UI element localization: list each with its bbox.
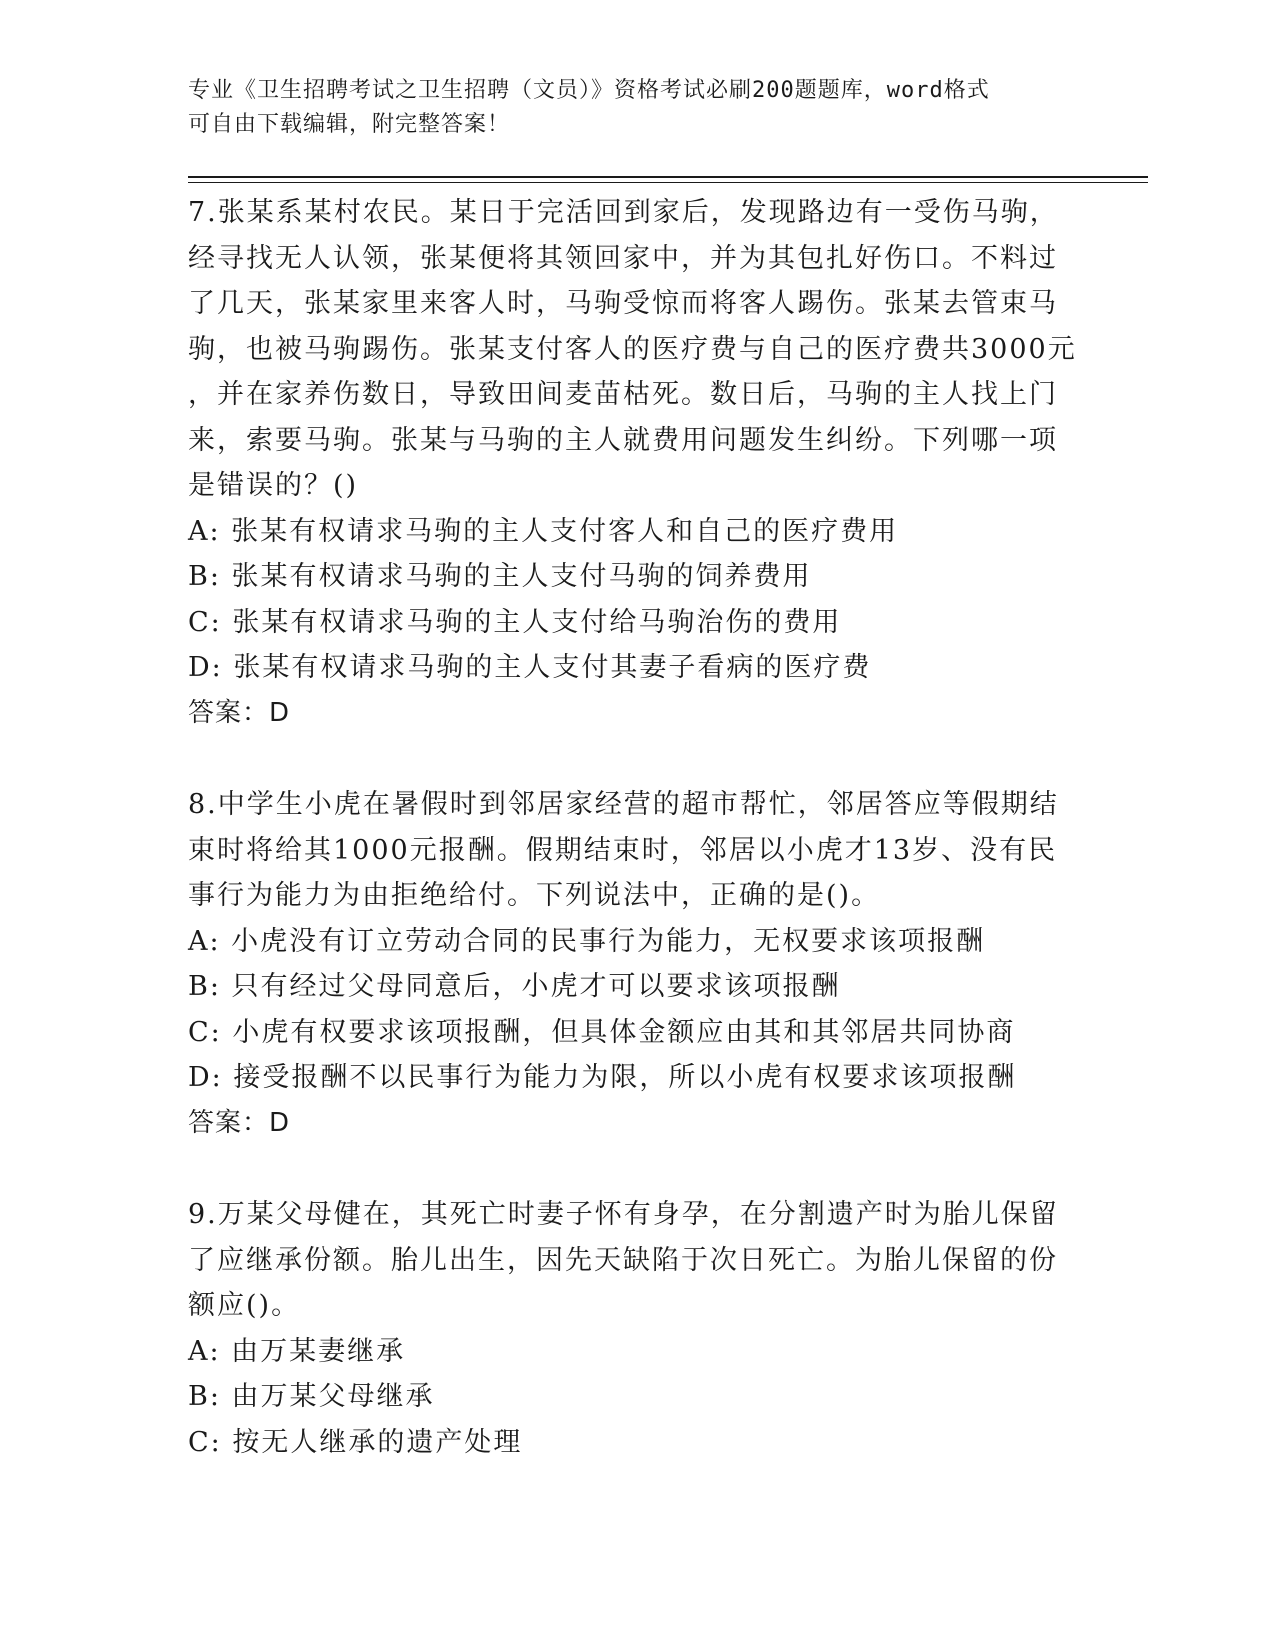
option-d: D: 张某有权请求马驹的主人支付其妻子看病的医疗费 <box>188 652 872 683</box>
option-c: C: 小虎有权要求该项报酬，但具体金额应由其和其邻居共同协商 <box>188 1016 1016 1048</box>
question-stem-line: 额应()。 <box>188 1290 301 1321</box>
question-stem-line: 来，索要马驹。张某与马驹的主人就费用问题发生纠纷。下列哪一项 <box>188 424 1058 456</box>
option-c: C: 张某有权请求马驹的主人支付给马驹治伤的费用 <box>188 606 842 638</box>
question-stem-line: 是错误的？() <box>188 470 359 501</box>
header-line-1: 专业《卫生招聘考试之卫生招聘（文员）》资格考试必刷200题题库，word格式 <box>188 78 990 103</box>
question-7 <box>188 190 1077 736</box>
option-b: B: 只有经过父母同意后，小虎才可以要求该项报酬 <box>188 971 841 1002</box>
question-stem-line: 了应继承份额。胎儿出生，因先天缺陷于次日死亡。为胎儿保留的份 <box>188 1244 1058 1276</box>
question-stem-line: 9.万某父母健在，其死亡时妻子怀有身孕，在分割遗产时为胎儿保留 <box>188 1199 1059 1230</box>
document-header <box>188 74 1088 142</box>
option-d: D: 接受报酬不以民事行为能力为限，所以小虎有权要求该项报酬 <box>188 1062 1017 1093</box>
option-b: B: 张某有权请求马驹的主人支付马驹的饲养费用 <box>188 561 812 592</box>
question-list <box>188 190 1077 1465</box>
question-stem-line: 驹，也被马驹踢伤。张某支付客人的医疗费与自己的医疗费共3000元 <box>188 333 1077 365</box>
option-a: A: 由万某妻继承 <box>188 1335 406 1367</box>
question-stem-line: 8.中学生小虎在暑假时到邻居家经营的超市帮忙，邻居答应等假期结 <box>188 789 1059 820</box>
header-divider-thick <box>188 176 1148 178</box>
answer-label: 答案：D <box>188 697 291 728</box>
option-a: A: 小虎没有订立劳动合同的民事行为能力，无权要求该项报酬 <box>188 925 986 957</box>
header-line-2: 可自由下载编辑，附完整答案！ <box>188 112 511 137</box>
option-a: A: 张某有权请求马驹的主人支付客人和自己的医疗费用 <box>188 515 899 547</box>
question-spacer <box>188 1146 1068 1192</box>
question-stem-line: ，并在家养伤数日，导致田间麦苗枯死。数日后，马驹的主人找上门 <box>188 379 1058 410</box>
header-divider-thin <box>188 182 1148 183</box>
question-spacer <box>188 736 1068 782</box>
question-stem-line: 了几天，张某家里来客人时，马驹受惊而将客人踢伤。张某去管束马 <box>188 288 1058 319</box>
question-stem-line: 束时将给其1000元报酬。假期结束时，邻居以小虎才13岁、没有民 <box>188 834 1058 866</box>
option-c: C: 按无人继承的遗产处理 <box>188 1426 523 1458</box>
question-stem-line: 7.张某系某村农民。某日于完活回到家后，发现路边有一受伤马驹， <box>188 197 1059 228</box>
option-b: B: 由万某父母继承 <box>188 1381 435 1412</box>
question-stem-line: 事行为能力为由拒绝给付。下列说法中，正确的是()。 <box>188 880 881 911</box>
question-9 <box>188 1192 1068 1465</box>
answer-label: 答案：D <box>188 1107 291 1138</box>
question-stem-line: 经寻找无人认领，张某便将其领回家中，并为其包扎好伤口。不料过 <box>188 242 1058 274</box>
question-8 <box>188 782 1068 1146</box>
